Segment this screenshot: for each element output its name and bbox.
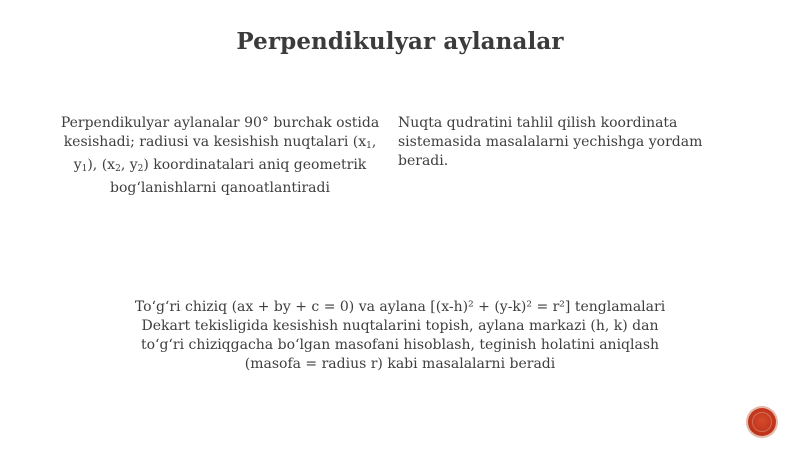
left-text-part: Perpendikulyar aylanalar 90° burchak ostida kesishadi; radiusi va kesishish nuqtalari (x <box>60 115 380 150</box>
subscript: 1 <box>366 141 372 151</box>
left-text-part: ) koordinatalari aniq geometrik bog‘lanishlarni qanoatlantiradi <box>110 157 367 196</box>
left-text-block <box>52 114 388 198</box>
right-text-block: Nuqta qudratini tahlil qilish koordinata sistemasida masalalarni yechishga yordam beradi. <box>398 115 703 169</box>
bottom-text-block: To‘g‘ri chiziq (ax + by + c = 0) va aylana [(x-h)² + (y-k)² = r²] tenglamalari Dekart tekisligida kesishish nuqtalarini topish, aylana markazi (h, k) dan to‘g‘ri chiziqgacha bo‘lgan masofani hisoblash, teginish holatini aniqlash (masofa = radius r) kabi masalalarni beradi <box>134 299 666 372</box>
slide-title: Perpendikulyar aylanalar <box>236 28 564 55</box>
next-slide-button[interactable] <box>748 408 776 436</box>
left-text-part: ), (x <box>87 157 116 173</box>
subscript: 1 <box>81 164 88 174</box>
subscript: 2 <box>115 164 121 174</box>
subscript: 2 <box>137 164 144 174</box>
left-text-part: , y <box>73 134 377 173</box>
left-text-part: , y <box>120 157 138 173</box>
